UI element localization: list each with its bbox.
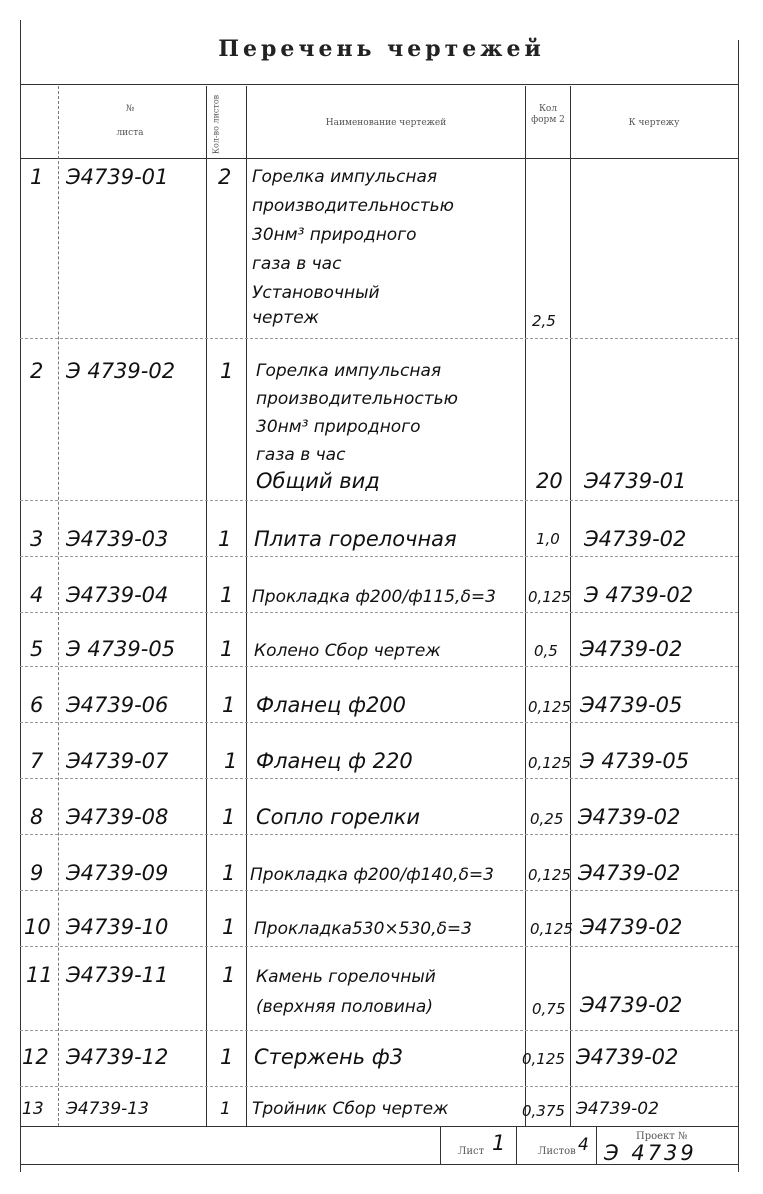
row-9-qty: 1 xyxy=(222,861,236,885)
row-13-number: Э4739-13 xyxy=(66,1099,149,1119)
row-2-name-2: производительностью xyxy=(256,389,458,409)
row-11-format: 0,75 xyxy=(532,1000,566,1018)
sheets-value: 4 xyxy=(578,1135,589,1155)
row-1-number: Э4739-01 xyxy=(66,165,169,189)
col-line-2 xyxy=(206,86,207,1126)
row-sep xyxy=(20,890,738,891)
page-title: Перечень чертежей xyxy=(218,36,545,62)
row-2-ref: Э4739-01 xyxy=(584,469,687,493)
row-10-name: Прокладка530×530,δ=3 xyxy=(254,919,472,939)
row-7-qty: 1 xyxy=(224,749,238,773)
row-2-number: Э 4739-02 xyxy=(66,359,176,383)
header-number-bottom: листа xyxy=(116,128,144,138)
row-5-qty: 1 xyxy=(220,637,234,661)
row-4-ref: Э 4739-02 xyxy=(584,583,694,607)
row-4-index: 4 xyxy=(30,583,44,607)
header-number-top: № xyxy=(125,104,135,114)
row-5-index: 5 xyxy=(30,637,44,661)
row-1-name-5: Установочный xyxy=(252,283,380,303)
row-4-qty: 1 xyxy=(220,583,234,607)
header-ref: К чертежу xyxy=(628,118,680,128)
col-line-4 xyxy=(525,86,526,1126)
frame-right xyxy=(738,40,739,1172)
header-qty: Кол-во листов xyxy=(211,94,221,155)
col-line-3 xyxy=(246,86,247,1126)
footer-sep-2 xyxy=(516,1126,517,1164)
row-11-qty: 1 xyxy=(222,963,236,987)
row-7-ref: Э 4739-05 xyxy=(580,749,690,773)
row-7-number: Э4739-07 xyxy=(66,749,169,773)
row-1-name-1: Горелка импульсная xyxy=(252,167,438,187)
row-1-name-3: 30нм³ природного xyxy=(252,225,417,245)
frame-left xyxy=(20,20,21,1172)
sheet-value: 1 xyxy=(492,1131,506,1155)
row-6-index: 6 xyxy=(30,693,44,717)
row-13-index: 13 xyxy=(22,1099,44,1119)
row-8-format: 0,25 xyxy=(530,810,564,828)
row-1-qty: 2 xyxy=(218,165,232,189)
row-12-format: 0,125 xyxy=(522,1050,565,1068)
row-2-name-5: Общий вид xyxy=(256,469,380,493)
row-3-qty: 1 xyxy=(218,527,232,551)
row-8-index: 8 xyxy=(30,805,44,829)
row-10-format: 0,125 xyxy=(530,920,573,938)
row-9-number: Э4739-09 xyxy=(66,861,169,885)
row-11-index: 11 xyxy=(26,963,53,987)
row-8-qty: 1 xyxy=(222,805,236,829)
row-12-ref: Э4739-02 xyxy=(576,1045,679,1069)
row-9-ref: Э4739-02 xyxy=(578,861,681,885)
row-4-number: Э4739-04 xyxy=(66,583,169,607)
row-5-ref: Э4739-02 xyxy=(580,637,683,661)
project-value: Э 4739 xyxy=(604,1141,697,1165)
footer-top-line xyxy=(20,1126,738,1127)
row-sep xyxy=(20,556,738,557)
row-12-number: Э4739-12 xyxy=(66,1045,169,1069)
row-11-name-1: Камень горелочный xyxy=(256,967,436,987)
row-sep xyxy=(20,946,738,947)
row-5-format: 0,5 xyxy=(534,642,558,660)
row-12-qty: 1 xyxy=(220,1045,234,1069)
row-11-name-2: (верхняя половина) xyxy=(256,997,433,1017)
title-divider xyxy=(20,84,738,85)
sheets-label: Листов xyxy=(538,1146,576,1157)
row-7-index: 7 xyxy=(30,749,44,773)
footer-sep-1 xyxy=(440,1126,441,1164)
row-10-number: Э4739-10 xyxy=(66,915,169,939)
row-8-name: Сопло горелки xyxy=(256,805,421,829)
row-3-name: Плита горелочная xyxy=(254,527,457,551)
row-8-number: Э4739-08 xyxy=(66,805,169,829)
row-13-name: Тройник Сбор чертеж xyxy=(252,1099,449,1119)
row-2-name-4: газа в час xyxy=(256,445,346,465)
row-sep xyxy=(20,778,738,779)
row-1-name-2: производительностью xyxy=(252,196,454,216)
row-11-ref: Э4739-02 xyxy=(580,993,683,1017)
row-sep xyxy=(20,612,738,613)
row-12-index: 12 xyxy=(22,1045,49,1069)
header-divider xyxy=(20,158,738,159)
row-9-name: Прокладка ф200/ф140,δ=3 xyxy=(250,865,494,885)
row-1-format: 2,5 xyxy=(532,312,556,330)
row-6-name: Фланец ф200 xyxy=(256,693,407,717)
col-line-1 xyxy=(58,86,59,1126)
row-10-qty: 1 xyxy=(222,915,236,939)
row-5-number: Э 4739-05 xyxy=(66,637,176,661)
row-sep xyxy=(20,1030,738,1031)
row-sep xyxy=(20,500,738,501)
row-2-name-1: Горелка импульсная xyxy=(256,361,442,381)
header-format: Кол форм 2 xyxy=(531,104,565,125)
row-sep xyxy=(20,834,738,835)
row-2-qty: 1 xyxy=(220,359,234,383)
row-4-format: 0,125 xyxy=(528,588,571,606)
row-7-format: 0,125 xyxy=(528,754,571,772)
row-3-format: 1,0 xyxy=(536,530,560,548)
row-10-index: 10 xyxy=(24,915,51,939)
project-label: Проект № xyxy=(636,1131,688,1142)
row-4-name: Прокладка ф200/ф115,δ=3 xyxy=(252,587,496,607)
row-10-ref: Э4739-02 xyxy=(580,915,683,939)
row-3-index: 3 xyxy=(30,527,44,551)
row-6-ref: Э4739-05 xyxy=(580,693,683,717)
row-3-number: Э4739-03 xyxy=(66,527,169,551)
sheet-label: Лист xyxy=(458,1146,485,1157)
row-13-ref: Э4739-02 xyxy=(576,1099,659,1119)
row-11-number: Э4739-11 xyxy=(66,963,169,987)
row-sep xyxy=(20,1086,738,1087)
row-2-index: 2 xyxy=(30,359,44,383)
row-5-name: Колено Сбор чертеж xyxy=(254,641,441,661)
row-1-index: 1 xyxy=(30,165,44,189)
row-6-format: 0,125 xyxy=(528,698,571,716)
row-1-name-6: чертеж xyxy=(252,308,319,328)
row-6-qty: 1 xyxy=(222,693,236,717)
row-12-name: Стержень ф3 xyxy=(254,1045,404,1069)
row-sep xyxy=(20,338,738,339)
row-2-format: 20 xyxy=(536,469,563,493)
row-3-ref: Э4739-02 xyxy=(584,527,687,551)
row-1-name-4: газа в час xyxy=(252,254,342,274)
row-7-name: Фланец ф 220 xyxy=(256,749,413,773)
row-sep xyxy=(20,666,738,667)
footer-sep-3 xyxy=(596,1126,597,1164)
row-9-format: 0,125 xyxy=(528,866,571,884)
row-8-ref: Э4739-02 xyxy=(578,805,681,829)
row-13-format: 0,375 xyxy=(522,1102,565,1120)
row-13-qty: 1 xyxy=(220,1099,231,1119)
row-sep xyxy=(20,722,738,723)
row-9-index: 9 xyxy=(30,861,44,885)
row-2-name-3: 30нм³ природного xyxy=(256,417,421,437)
row-6-number: Э4739-06 xyxy=(66,693,169,717)
header-name: Наименование чертежей xyxy=(325,118,447,128)
